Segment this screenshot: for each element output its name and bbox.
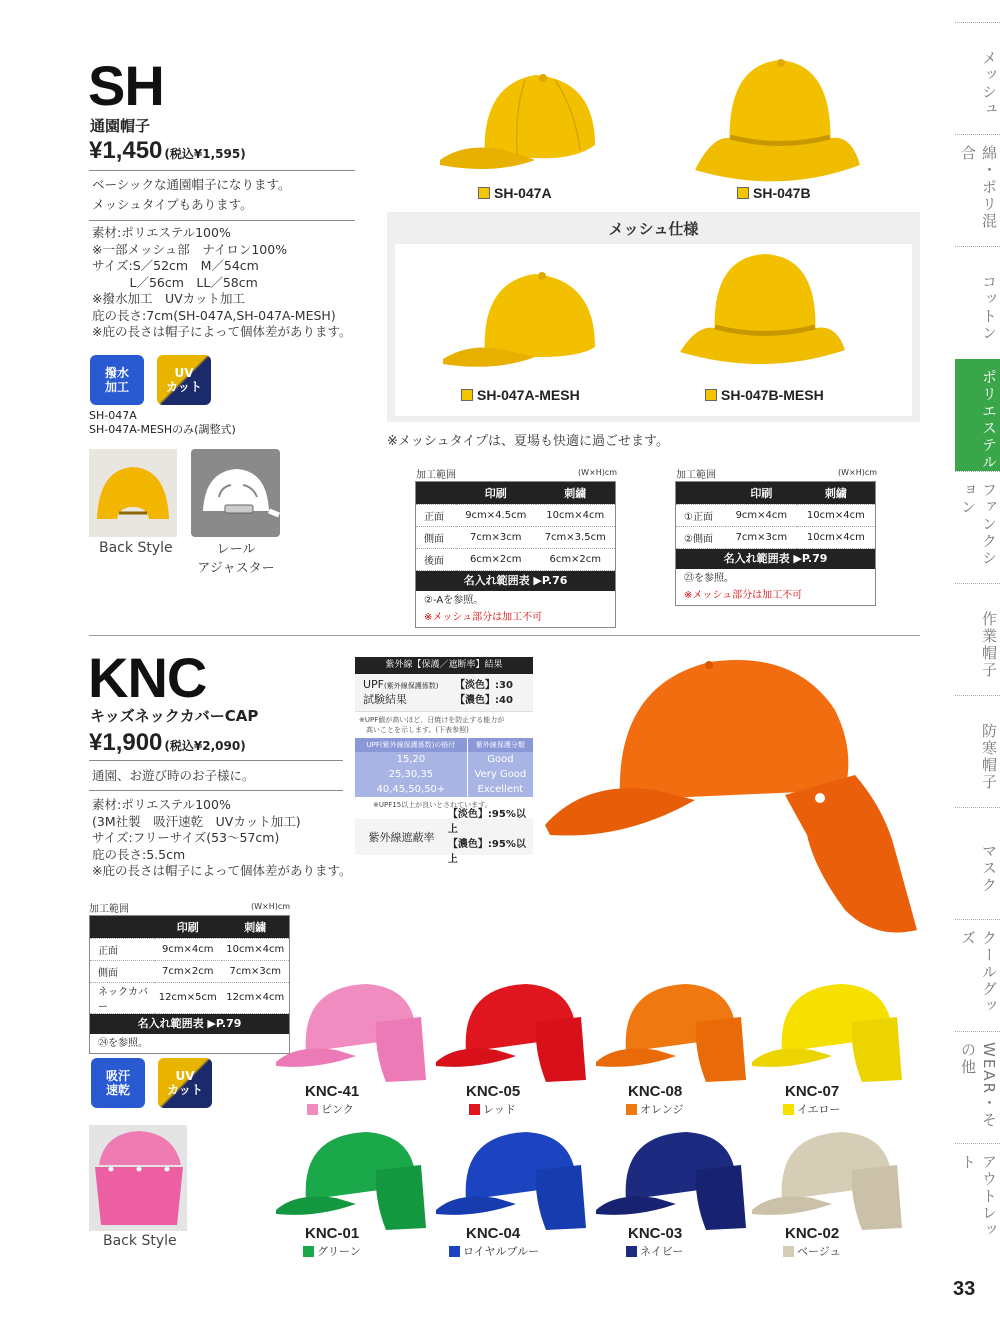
name-range-link[interactable]: 名入れ範囲表 ▶P.76 bbox=[416, 571, 615, 591]
cell: 10cm×4cm bbox=[797, 526, 875, 548]
uv-result-panel bbox=[355, 657, 533, 865]
uv-note-line: 高いことを示します。(下表参照) bbox=[359, 726, 469, 734]
color-name: ロイヤルブルー bbox=[463, 1245, 540, 1258]
badge-line: 撥水 bbox=[104, 366, 129, 380]
knc-spec-line: 庇の長さ:5.5cm bbox=[92, 846, 186, 862]
sh-desc bbox=[92, 177, 291, 213]
cell: 7cm×2cm bbox=[154, 960, 222, 982]
table-note-red: ※メッシュ部分は加工不可 bbox=[424, 611, 543, 623]
color-name: ベージュ bbox=[797, 1245, 841, 1258]
cell: 10cm×4cm bbox=[536, 504, 616, 526]
upf-light-value: 【淡色】:30 bbox=[455, 679, 513, 691]
product-code: SH-047A-MESH bbox=[477, 387, 580, 403]
sh-spec-line: 庇の長さ:7cm(SH-047A,SH-047A-MESH) bbox=[92, 307, 336, 323]
knc-variant-code: KNC-41 bbox=[305, 1083, 360, 1100]
sh-back-style-caption: Back Style bbox=[99, 540, 173, 556]
knc-price-value: ¥1,900 bbox=[89, 729, 163, 756]
badge-line: 加工 bbox=[104, 380, 129, 394]
product-code: SH-047B-MESH bbox=[721, 387, 824, 403]
row-label: 側面 bbox=[90, 960, 154, 982]
color-swatch bbox=[626, 1104, 637, 1115]
knc-subtitle: キッズネックカバーCAP bbox=[90, 707, 259, 725]
sidebar-item-function[interactable]: ファンクション bbox=[955, 471, 1000, 583]
knc-04-image bbox=[436, 1130, 601, 1233]
color-swatch bbox=[303, 1246, 314, 1257]
upf-grade-table bbox=[355, 738, 533, 797]
color-name: グリーン bbox=[317, 1245, 361, 1258]
knc-05-image bbox=[436, 982, 601, 1085]
caption-line: アジャスター bbox=[197, 561, 275, 576]
row-label: 正面 bbox=[416, 504, 456, 526]
knc-02-image bbox=[752, 1130, 917, 1233]
cell: 12cm×4cm bbox=[222, 982, 290, 1013]
uv-block-label: 紫外線遮蔽率 bbox=[368, 831, 435, 844]
upf-dark-value: 【濃色】:40 bbox=[455, 694, 513, 706]
knc-spec-line: 素材:ポリエステル100% bbox=[92, 797, 231, 812]
color-swatch bbox=[307, 1104, 318, 1115]
cell: 7cm×3.5cm bbox=[536, 526, 616, 548]
cell: 10cm×4cm bbox=[797, 504, 875, 526]
sh-desc-line: メッシュタイプもあります。 bbox=[92, 196, 253, 212]
knc-variant-color bbox=[783, 1243, 841, 1259]
badge-line: カット bbox=[166, 380, 202, 394]
cell: 9cm×4cm bbox=[726, 504, 797, 526]
knc-table-unit: (W×H)cm bbox=[251, 902, 291, 911]
upf-label-sub: (紫外線保護係数) bbox=[384, 682, 439, 690]
knc-variant-code: KNC-01 bbox=[305, 1225, 360, 1242]
water-repellent-badge bbox=[90, 355, 144, 405]
cell: 7cm×3cm bbox=[456, 526, 536, 548]
knc-table bbox=[89, 915, 290, 1054]
cell: 6cm×2cm bbox=[456, 548, 536, 570]
color-swatch bbox=[469, 1104, 480, 1115]
sidebar-item-work-hat[interactable]: 作業帽子 bbox=[955, 583, 1000, 695]
sweat-absorb-badge bbox=[91, 1058, 145, 1108]
sh-table1-title: 加工範囲 bbox=[416, 470, 456, 481]
knc-variant-color bbox=[307, 1101, 354, 1117]
cell: 7cm×3cm bbox=[222, 960, 290, 982]
rail-adjuster-caption bbox=[197, 540, 275, 578]
color-swatch bbox=[783, 1246, 794, 1257]
knc-price-tax: (税込¥2,090) bbox=[164, 739, 246, 753]
color-swatch bbox=[737, 187, 749, 199]
col-header: 印刷 bbox=[726, 482, 797, 504]
sh-table2-title: 加工範囲 bbox=[676, 470, 716, 481]
sh-table2 bbox=[675, 481, 876, 606]
color-name: オレンジ bbox=[640, 1103, 684, 1116]
sh-table2-unit: (W×H)cm bbox=[838, 468, 878, 477]
sh-table1 bbox=[415, 481, 616, 628]
sidebar-item-wear-other[interactable]: WEAR・その他 bbox=[955, 1031, 1000, 1143]
table-note: ㉓を参照。 bbox=[684, 572, 734, 584]
knc-spec-line: サイズ:フリーサイズ(53〜57cm) bbox=[92, 830, 280, 845]
row-label: ①正面 bbox=[676, 504, 726, 526]
knc-main-image bbox=[545, 650, 920, 945]
sh-code: SH bbox=[88, 54, 164, 117]
grade-cell: Good bbox=[487, 754, 514, 765]
sh-price-value: ¥1,450 bbox=[89, 137, 163, 164]
knc-03-image bbox=[596, 1130, 761, 1233]
knc-variant-code: KNC-05 bbox=[466, 1083, 521, 1100]
cell: 9cm×4cm bbox=[154, 938, 222, 960]
color-swatch bbox=[783, 1104, 794, 1115]
row-label: 正面 bbox=[90, 938, 154, 960]
upf-label-main: UPF bbox=[363, 678, 385, 691]
knc-back-style-caption: Back Style bbox=[103, 1233, 177, 1249]
rail-adjuster-illustration bbox=[191, 449, 280, 537]
knc-desc: 通園、お遊び時のお子様に。 bbox=[92, 768, 255, 783]
knc-variant-color bbox=[469, 1101, 516, 1117]
sh-047b-image bbox=[695, 55, 865, 190]
upf-label-line2: 試験結果 bbox=[363, 693, 407, 706]
knc-variant-color bbox=[449, 1243, 539, 1259]
badge-note-line: SH-047A-MESHのみ(調整式) bbox=[89, 423, 236, 436]
sh-subtitle: 通園帽子 bbox=[90, 117, 151, 135]
knc-spec-line: (3M社製 吸汗速乾 UVカット加工) bbox=[92, 813, 301, 829]
sidebar-item-winter-hat[interactable]: 防寒帽子 bbox=[955, 695, 1000, 807]
grade-cell: 40,45,50,50+ bbox=[355, 782, 467, 797]
knc-back-style-photo bbox=[89, 1125, 187, 1231]
grade-cell: Very Good bbox=[474, 769, 527, 780]
sh-spec-line: 素材:ポリエステル100% bbox=[92, 225, 231, 240]
knc-price bbox=[89, 729, 246, 757]
grade-cell: Excellent bbox=[477, 784, 524, 795]
sidebar-item-cool-goods[interactable]: クールグッズ bbox=[955, 919, 1000, 1031]
knc-08-image bbox=[596, 982, 761, 1085]
sh-price-tax: (税込¥1,595) bbox=[164, 147, 246, 161]
sh-spec-line: L／56cm LL／58cm bbox=[92, 274, 258, 290]
grade-header: 紫外線保護分類 bbox=[475, 741, 525, 749]
badge-note-line: SH-047A bbox=[89, 409, 137, 422]
uv-note-3: ※UPF15以上が良いとされています。 bbox=[373, 801, 492, 809]
sidebar-item-cotton[interactable]: コットン bbox=[955, 246, 1000, 358]
sh-047b-mesh-image bbox=[680, 252, 850, 377]
uv-cut-badge bbox=[157, 355, 211, 405]
badge-line: カット bbox=[167, 1083, 203, 1097]
col-header: 刺繍 bbox=[222, 916, 290, 938]
sidebar-item-polyester[interactable]: ポリエステル bbox=[955, 359, 1000, 471]
table-note: ㉔を参照。 bbox=[98, 1037, 148, 1049]
sh-047a-label bbox=[478, 185, 552, 201]
name-range-link[interactable]: 名入れ範囲表 ▶P.79 bbox=[676, 549, 875, 569]
table-note-red: ※メッシュ部分は加工不可 bbox=[684, 589, 803, 601]
page-number: 33 bbox=[953, 1278, 976, 1300]
badge-line: 速乾 bbox=[105, 1083, 130, 1097]
table-note: ②-Aを参照。 bbox=[424, 594, 484, 606]
color-name: レッド bbox=[483, 1103, 516, 1116]
product-code: SH-047B bbox=[753, 185, 811, 201]
badge-line: 吸汗 bbox=[105, 1069, 130, 1083]
sh-table1-unit: (W×H)cm bbox=[578, 468, 618, 477]
sidebar-item-cotton-poly[interactable]: 綿・ポリ混合 bbox=[955, 134, 1000, 246]
knc-variant-color bbox=[626, 1101, 683, 1117]
caption-line: レール bbox=[216, 542, 256, 557]
knc-table-title: 加工範囲 bbox=[89, 904, 129, 915]
name-range-link[interactable]: 名入れ範囲表 ▶P.79 bbox=[90, 1014, 289, 1034]
cell: 6cm×2cm bbox=[536, 548, 616, 570]
sh-back-style-photo bbox=[89, 449, 177, 537]
cell: 10cm×4cm bbox=[222, 938, 290, 960]
uv-panel-header: 紫外線【保護／遮断率】結果 bbox=[355, 657, 533, 674]
upf-label bbox=[355, 678, 455, 707]
knc-01-image bbox=[276, 1130, 441, 1233]
row-label: ②側面 bbox=[676, 526, 726, 548]
knc-variant-code: KNC-04 bbox=[466, 1225, 521, 1242]
sh-desc-line: ベーシックな通園帽子になります。 bbox=[92, 177, 291, 192]
row-label: 側面 bbox=[416, 526, 456, 548]
cell: 12cm×5cm bbox=[154, 982, 222, 1013]
knc-variant-code: KNC-07 bbox=[785, 1083, 840, 1100]
knc-41-image bbox=[276, 982, 441, 1085]
sh-price bbox=[89, 137, 246, 165]
knc-variant-code: KNC-03 bbox=[628, 1225, 683, 1242]
color-swatch bbox=[626, 1246, 637, 1257]
product-code: SH-047A bbox=[494, 185, 552, 201]
category-sidebar bbox=[955, 0, 1000, 1320]
color-name: ネイビー bbox=[640, 1245, 684, 1258]
color-swatch bbox=[478, 187, 490, 199]
sh-spec-line: ※撥水加工 UVカット加工 bbox=[92, 291, 246, 306]
knc-variant-code: KNC-02 bbox=[785, 1225, 840, 1242]
row-label: ネックカバー bbox=[90, 982, 154, 1013]
color-swatch bbox=[449, 1246, 460, 1257]
sidebar-item-mesh[interactable]: メッシュ bbox=[955, 22, 1000, 134]
knc-07-image bbox=[752, 982, 917, 1085]
color-swatch bbox=[461, 389, 473, 401]
badge-line: UV bbox=[174, 366, 194, 380]
color-name: イエロー bbox=[797, 1103, 841, 1116]
sh-specs bbox=[92, 225, 351, 341]
col-header: 印刷 bbox=[154, 916, 222, 938]
color-name: ピンク bbox=[321, 1103, 354, 1116]
block-light-value: 【淡色】:95%以上 bbox=[447, 809, 526, 835]
mesh-note: ※メッシュタイプは、夏場も快適に過ごせます。 bbox=[387, 434, 669, 449]
sh-spec-line: ※庇の長さは帽子によって個体差があります。 bbox=[92, 324, 352, 339]
sh-047a-mesh-image bbox=[440, 262, 610, 377]
grade-cell: 15,20 bbox=[355, 752, 467, 767]
col-header: 印刷 bbox=[456, 482, 536, 504]
sh-047a-image bbox=[435, 50, 615, 180]
sh-spec-line: サイズ:S／52cm M／54cm bbox=[92, 258, 259, 273]
col-header: 刺繍 bbox=[797, 482, 875, 504]
knc-specs bbox=[92, 797, 351, 880]
knc-variant-color bbox=[303, 1243, 361, 1259]
sidebar-item-mask[interactable]: マスク bbox=[955, 807, 1000, 919]
uv-note-line: ※UPF値が高いほど、日焼けを防止する能力が bbox=[359, 716, 505, 724]
uv-cut-badge bbox=[158, 1058, 212, 1108]
cell: 9cm×4.5cm bbox=[456, 504, 536, 526]
sh-badge-note bbox=[89, 409, 236, 437]
knc-code: KNC bbox=[88, 646, 207, 709]
cell: 7cm×3cm bbox=[726, 526, 797, 548]
sh-spec-line: ※一部メッシュ部 ナイロン100% bbox=[92, 241, 288, 257]
grade-cell: 25,30,35 bbox=[355, 767, 467, 782]
mesh-spec-title: メッシュ仕様 bbox=[608, 220, 699, 238]
color-swatch bbox=[705, 389, 717, 401]
block-dark-value: 【濃色】:95%以上 bbox=[447, 839, 526, 865]
knc-variant-color bbox=[783, 1101, 841, 1117]
sh-047b-mesh-label bbox=[705, 387, 824, 403]
knc-variant-color bbox=[626, 1243, 683, 1259]
knc-spec-line: ※庇の長さは帽子によって個体差があります。 bbox=[92, 863, 352, 878]
grade-header: UPF(紫外線保護係数)の格付 bbox=[355, 738, 467, 752]
row-label: 後面 bbox=[416, 548, 456, 570]
sidebar-item-outlet[interactable]: アウトレット bbox=[955, 1143, 1000, 1255]
sh-047b-label bbox=[737, 185, 811, 201]
sh-047a-mesh-label bbox=[461, 387, 580, 403]
knc-variant-code: KNC-08 bbox=[628, 1083, 683, 1100]
badge-line: UV bbox=[175, 1069, 195, 1083]
col-header: 刺繍 bbox=[536, 482, 616, 504]
